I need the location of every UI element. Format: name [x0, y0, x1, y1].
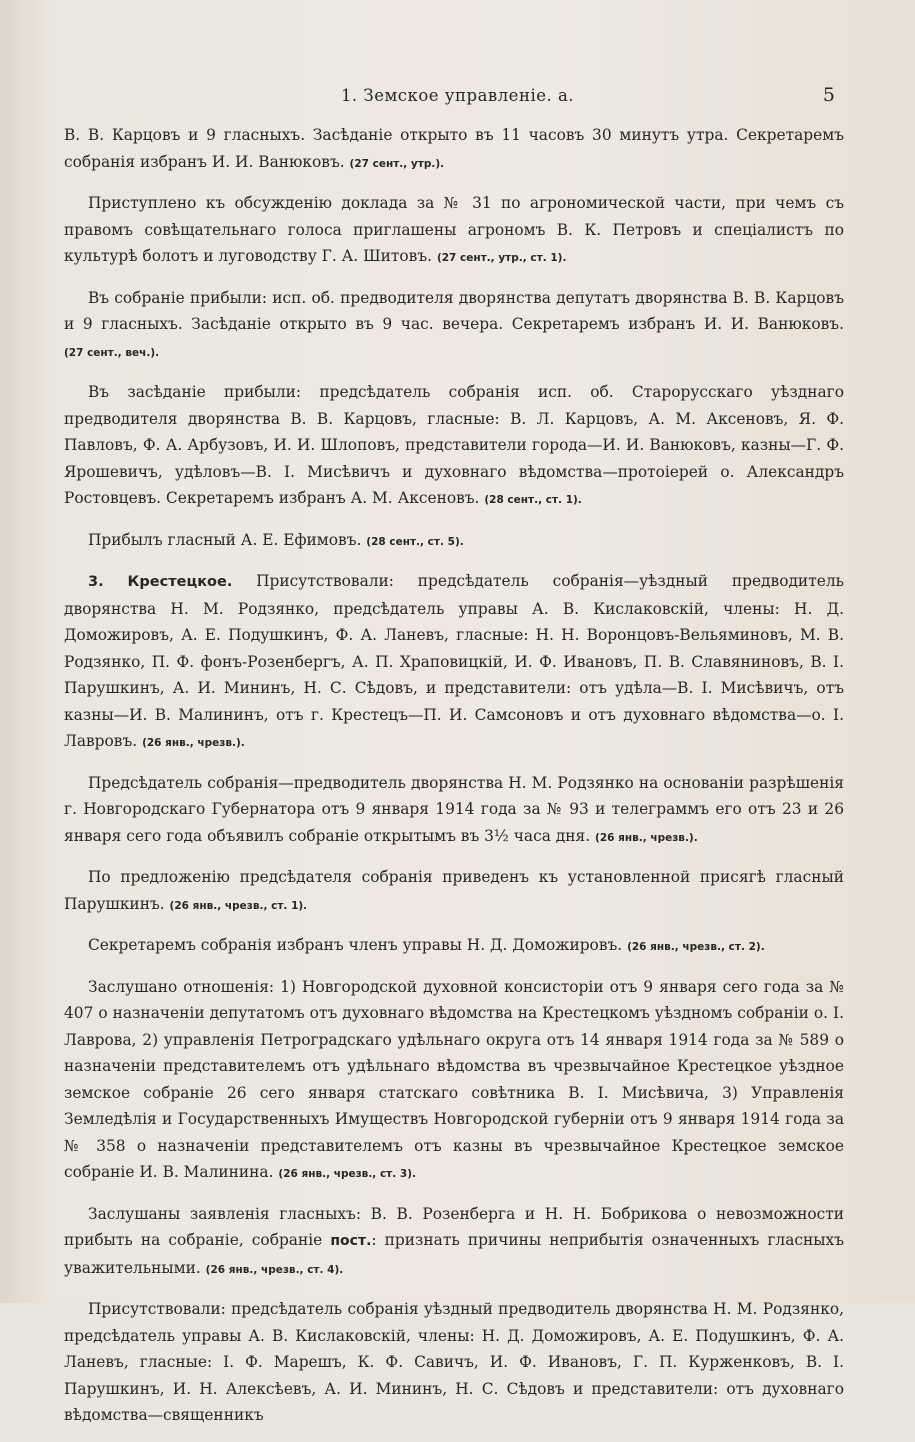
- citation-ref: (26 янв., чрезв., ст. 1).: [169, 899, 308, 912]
- citation-ref: (27 сент., веч.).: [64, 346, 160, 359]
- paragraph: [64, 974, 844, 1188]
- section-heading: 3. Крестецкое.: [88, 574, 233, 590]
- resolution-keyword: пост.: [330, 1233, 372, 1249]
- paragraph: [64, 568, 844, 757]
- citation-ref: (26 янв., чрезв.).: [595, 831, 698, 844]
- citation-ref: (26 янв., чрезв., ст. 2).: [627, 941, 765, 953]
- paragraph-text: Въ собраніе прибыли: исп. об. предводителя дворянства депутатъ дворянства В. В. Карцовъ и 9 гласныхъ. Засѣданіе открыто въ 9 час. вечера. Секретаремъ избранъ И. И. Ванюковъ.: [64, 288, 844, 333]
- paragraph: [64, 1296, 844, 1429]
- paragraph: [64, 527, 844, 556]
- citation-ref: (26 янв., чрезв., ст. 3).: [278, 1168, 417, 1180]
- paragraph-text: Присутствовали: предсѣдатель собранія—уѣздный предводитель дворянства Н. М. Родзянко, предсѣдатель управы А. В. Кислаковскій, члены: Н. Д. Доможировъ, А. Е. Подушкинъ, Ф. А. Ланевъ, гласные: Н. Н. Воронцовъ-Вельяминовъ, М. В. Родзянко, П. Ф. фонъ-Розенбергъ, А. П. Храповицкій, И. Ф. Ивановъ, П. В. Славяниновъ, В. І. Парушкинъ, А. И. Мининъ, Н. С. Сѣдовъ, и представители: отъ удѣла—В. І. Мисѣвичъ, отъ казны—И. В. Малининъ, отъ г. Крестецъ—П. И. Самсоновъ и отъ духовнаго вѣдомства—о. І. Лавровъ.: [64, 572, 844, 750]
- paragraph: [64, 864, 844, 919]
- paragraph: [64, 190, 844, 272]
- paragraph: [64, 770, 844, 852]
- paragraph-text: Секретаремъ собранія избранъ членъ управы Н. Д. Доможировъ.: [88, 936, 623, 954]
- page-number: 5: [822, 84, 835, 106]
- paragraph-text: Приступлено къ обсужденію доклада за № 31 по агрономической части, при чемъ съ правомъ совѣщательнаго голоса приглашены агрономъ В. К. Петровъ и спеціалистъ по культурѣ болотъ и луговодству Г. А. Шитовъ.: [64, 194, 844, 265]
- paragraph: [64, 1201, 844, 1284]
- paragraph: [64, 122, 844, 177]
- citation-ref: (28 сент., ст. 1).: [484, 494, 582, 506]
- citation-ref: (28 сент., ст. 5).: [366, 535, 464, 548]
- citation-ref: (26 янв., чрезв., ст. 4).: [205, 1263, 344, 1276]
- paragraph-text: Предсѣдатель собранія—предводитель дворянства Н. М. Родзянко на основаніи разрѣшенія г. Новгородскаго Губернатора отъ 9 января 1914 года за № 93 и телеграммъ его отъ 23 и 26 января сего года объявилъ собраніе открытымъ въ 3½ часа дня.: [64, 773, 844, 845]
- text-body: [64, 122, 844, 1442]
- paragraph-text: Въ засѣданіе прибыли: предсѣдатель собранія исп. об. Старорусскаго уѣзднаго предводителя дворянства В. В. Карцовъ, гласные: В. Л. Карцовъ, А. М. Аксеновъ, Я. Ф. Павловъ, Ф. А. Арбузовъ, И. И. Шлоповъ, представители города—И. И. Ванюковъ, казны—Г. Ф. Ярошевичъ, удѣловъ—В. І. Мисѣвичъ и духовнаго вѣдомства—протоіерей о. Александръ Ростовцевъ. Секретаремъ избранъ А. М. Аксеновъ.: [64, 383, 844, 507]
- paragraph-text: Заслушаны заявленія гласныхъ: В. В. Розенберга и Н. Н. Бобрикова о невозможности прибыть на собраніе, собраніе: [64, 1204, 844, 1249]
- citation-ref: (27 сент., утр., ст. 1).: [436, 252, 567, 264]
- running-head: 1. Земское управленіе. а.: [340, 86, 575, 105]
- page-header: [80, 86, 835, 114]
- paragraph-text: По предложенію предсѣдателя собранія приведенъ къ установленной присягѣ гласный Парушкинъ.: [64, 868, 844, 913]
- paragraph: [64, 285, 844, 367]
- paragraph: [64, 932, 844, 961]
- paragraph-text: Присутствовали: предсѣдатель собранія уѣздный предводитель дворянства Н. М. Родзянко, предсѣдатель управы А. В. Кислаковскій, члены: Н. Д. Доможировъ, А. Е. Подушкинъ, Ф. А. Ланевъ, гласные: І. Ф. Марешъ, К. Ф. Савичъ, И. Ф. Ивановъ, Г. П. Курженковъ, В. І. Парушкинъ, И. Н. Алексѣевъ, А. И. Мининъ, Н. С. Сѣдовъ и представители: отъ духовнаго вѣдомства—священникъ: [64, 1300, 844, 1424]
- paragraph-text: В. В. Карцовъ и 9 гласныхъ. Засѣданіе открыто въ 11 часовъ 30 минутъ утра. Секретаремъ собранія избранъ И. И. Ванюковъ.: [64, 126, 844, 171]
- citation-ref: (26 янв., чрезв.).: [142, 737, 245, 749]
- paragraph-text: Заслушано отношенія: 1) Новгородской духовной консисторіи отъ 9 января сего года за № 407 о назначеніи депутатомъ отъ духовнаго вѣдомства на Крестецкомъ уѣздномъ собраніи о. І. Лаврова, 2) управленія Петроградскаго удѣльнаго округа отъ 14 января 1914 года за № 589 о назначеніи представителемъ отъ удѣльнаго вѣдомства въ чрезвычайное Крестецкое уѣздное земское собраніе 26 сего января статскаго совѣтника В. І. Мисѣвича, 3) Управленія Земледѣлія и Государственныхъ Имуществъ Новгородской губерніи отъ 9 января 1914 года за № 358 о назначеніи представителемъ отъ казны въ чрезвычайное Крестецкое земское собраніе И. В. Малинина.: [64, 977, 844, 1181]
- paragraph-text-after: : признать причины неприбытія означенныхъ гласныхъ уважительными.: [64, 1231, 844, 1277]
- citation-ref: (27 сент., утр.).: [349, 157, 445, 170]
- paragraph: [64, 379, 844, 514]
- paragraph-text: Прибылъ гласный А. Е. Ефимовъ.: [88, 530, 362, 549]
